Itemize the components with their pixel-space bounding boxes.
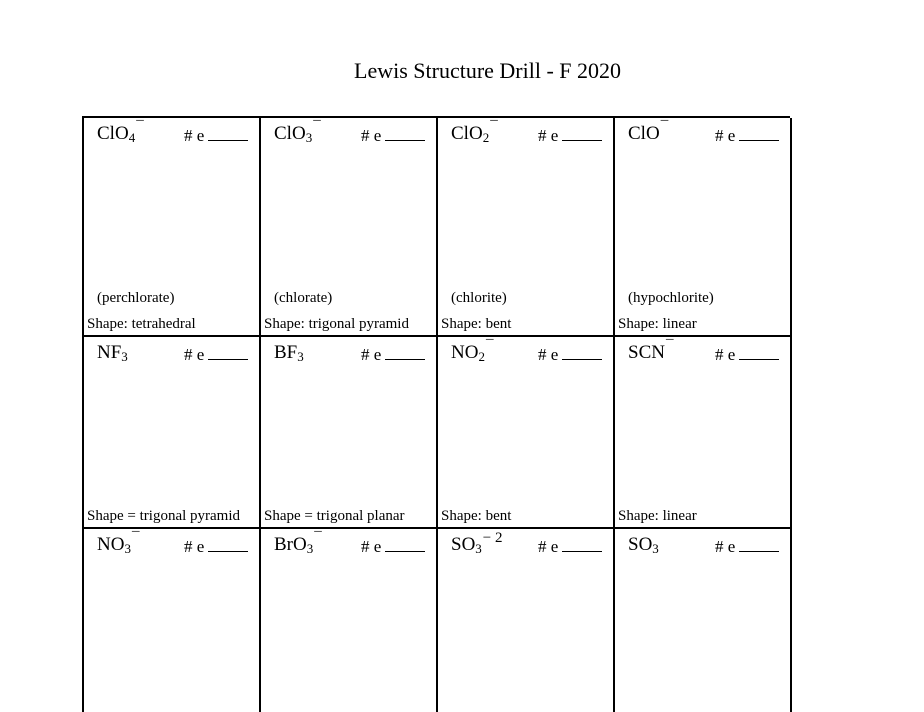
answer-blank[interactable] xyxy=(562,346,602,360)
cell-perchlorate xyxy=(84,118,261,337)
electron-count: # e xyxy=(184,538,248,555)
answer-blank[interactable] xyxy=(739,346,779,360)
cell-scn xyxy=(615,337,792,529)
compound-name: (chlorate) xyxy=(274,290,333,306)
worksheet-grid xyxy=(82,116,790,712)
answer-blank[interactable] xyxy=(208,346,248,360)
answer-blank[interactable] xyxy=(208,127,248,141)
electron-count: # e xyxy=(361,346,425,363)
formula: $SO_3$ xyxy=(628,534,659,556)
cell-nf3 xyxy=(84,337,261,529)
formula: ClO$_4$¯ xyxy=(97,119,144,145)
cell-no3 xyxy=(84,529,261,712)
cell-hypochlorite xyxy=(615,118,792,337)
electron-count: # e xyxy=(538,346,602,363)
molecular-shape: Shape: trigonal pyramid xyxy=(264,316,409,332)
electron-count: # e xyxy=(715,538,779,555)
answer-blank[interactable] xyxy=(562,538,602,552)
cell-so3 xyxy=(615,529,792,712)
formula: $NO_2^¯$ xyxy=(451,338,494,364)
molecular-shape: Shape = trigonal planar xyxy=(264,508,405,524)
compound-name: (perchlorate) xyxy=(97,290,175,306)
molecular-shape: Shape = trigonal pyramid xyxy=(87,508,241,524)
formula: $NO_3^¯$ xyxy=(97,530,140,556)
cell-chlorite xyxy=(438,118,615,337)
electron-count: # e xyxy=(184,346,248,363)
formula: $NF_3$ xyxy=(97,342,128,364)
page-title: Lewis Structure Drill - F 2020 xyxy=(354,58,622,83)
formula: ClO¯ xyxy=(628,119,669,144)
molecular-shape: Shape: linear xyxy=(618,316,697,332)
cell-bf3 xyxy=(261,337,438,529)
electron-count: # e xyxy=(715,127,779,144)
electron-count: # e xyxy=(184,127,248,144)
cell-chlorate xyxy=(261,118,438,337)
electron-count: # e xyxy=(538,538,602,555)
answer-blank[interactable] xyxy=(739,127,779,141)
answer-blank[interactable] xyxy=(739,538,779,552)
answer-blank[interactable] xyxy=(385,538,425,552)
compound-name: (chlorite) xyxy=(451,290,507,306)
formula: SCN¯ xyxy=(628,338,674,363)
electron-count: # e xyxy=(538,127,602,144)
answer-blank[interactable] xyxy=(385,127,425,141)
cell-sulfite xyxy=(438,529,615,712)
answer-blank[interactable] xyxy=(562,127,602,141)
electron-count: # e xyxy=(361,127,425,144)
formula: ClO$_2$¯ xyxy=(451,119,498,145)
molecular-shape: Shape: bent xyxy=(441,508,512,524)
molecular-shape: Shape: tetrahedral xyxy=(87,316,196,332)
answer-blank[interactable] xyxy=(208,538,248,552)
formula: BrO$_3$¯ xyxy=(274,530,322,556)
formula: ClO$_3$¯ xyxy=(274,119,321,145)
formula: $SO_3^{- 2}$ xyxy=(451,530,503,556)
cell-bro3 xyxy=(261,529,438,712)
answer-blank[interactable] xyxy=(385,346,425,360)
electron-count: # e xyxy=(715,346,779,363)
molecular-shape: Shape: bent xyxy=(441,316,512,332)
cell-no2 xyxy=(438,337,615,529)
electron-count: # e xyxy=(361,538,425,555)
compound-name: (hypochlorite) xyxy=(628,290,714,306)
molecular-shape: Shape: linear xyxy=(618,508,697,524)
formula: $BF_3$ xyxy=(274,342,304,364)
